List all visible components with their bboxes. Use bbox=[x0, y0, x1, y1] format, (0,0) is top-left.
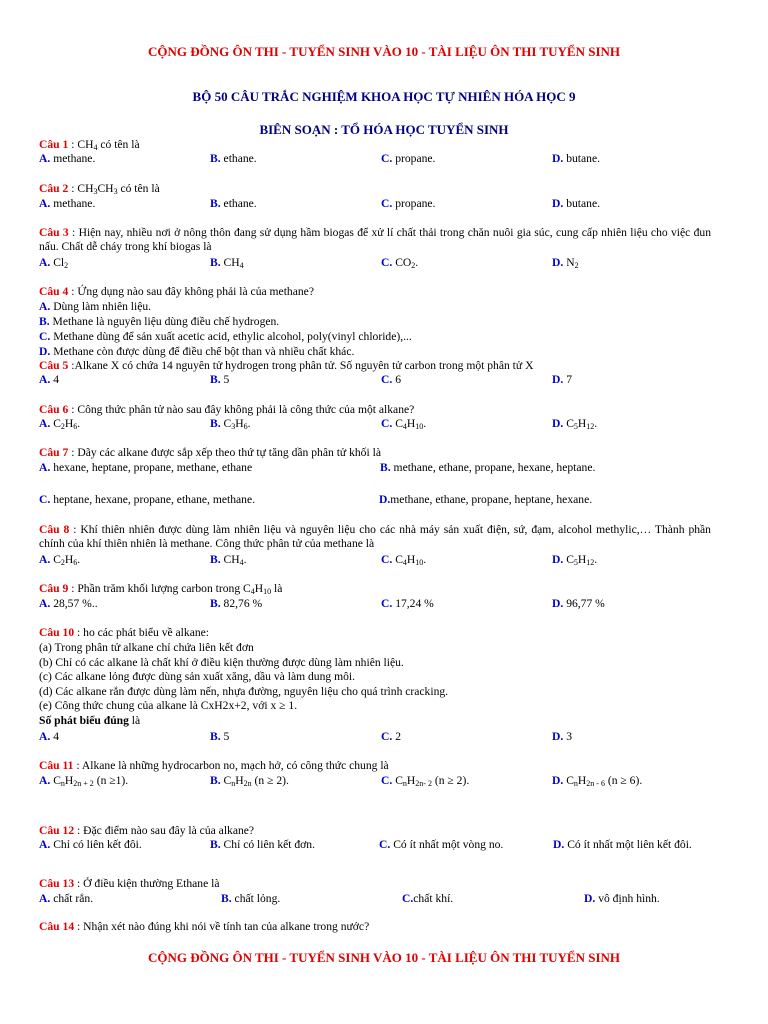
option-c: C. $C_4H_{10}$. bbox=[381, 417, 427, 431]
option-d: D. butane. bbox=[552, 152, 600, 165]
question-4 bbox=[39, 285, 314, 299]
option-d: D. $C_nH_{2n - 6}$ (n ≥ 6). bbox=[552, 774, 643, 788]
question-text: : Dãy các alkane được sắp xếp theo thứ tự tăng dần phân tử khối là bbox=[68, 446, 381, 459]
option-d: D. 96,77 % bbox=[552, 597, 605, 610]
option-b: B. ethane. bbox=[210, 152, 257, 165]
option-c: C. heptane, hexane, propane, ethane, methane. bbox=[39, 493, 256, 506]
question-text: : Ở điều kiện thường Ethane là bbox=[74, 877, 220, 890]
question-text: : Đặc điểm nào sau đây là của alkane? bbox=[74, 824, 255, 837]
question-text: : Khí thiên nhiên được dùng làm nhiên liệu và nguyên liệu cho các nhà máy sản xuất điện, sứ, đạm, alcohol methylic,… Thành phần chính của khí thiên nhiên là methane. Công thức phân tử của methane là bbox=[39, 523, 711, 550]
question-9 bbox=[39, 582, 282, 596]
question-text: : Phần trăm khối lượng carbon trong $C_4H_{10}$ là bbox=[68, 582, 283, 596]
option-a: A. $C_nH_{2n + 2}$ (n ≥1). bbox=[39, 774, 129, 788]
option-d: D. $N_2$ bbox=[552, 256, 579, 270]
page-header: CỘNG ĐỒNG ÔN THI - TUYỂN SINH VÀO 10 - TÀI LIỆU ÔN THI TUYỂN SINH bbox=[147, 44, 621, 59]
option-a: A. hexane, heptane, propane, methane, ethane bbox=[39, 461, 253, 474]
question-text: : $CH_3CH_3$ có tên là bbox=[68, 182, 160, 196]
question-text: : Alkane là những hydrocarbon no, mạch hở, có công thức chung là bbox=[73, 759, 389, 772]
option-a: A. Dùng làm nhiên liệu. bbox=[39, 300, 152, 313]
option-a: A. $C_2H_6$. bbox=[39, 553, 81, 567]
option-b: B. methane, ethane, propane, hexane, heptane. bbox=[380, 461, 596, 474]
question-text: : Nhận xét nào đúng khi nói về tính tan của alkane trong nước? bbox=[74, 920, 370, 933]
option-b: B. 82,76 % bbox=[210, 597, 263, 610]
option-d: D. vô định hình. bbox=[584, 892, 660, 905]
question-label: Câu 14 bbox=[39, 920, 75, 933]
question-12 bbox=[39, 824, 254, 838]
option-a: A. methane. bbox=[39, 152, 96, 165]
question-text: :Alkane X có chứa 14 nguyên tử hydrogen trong phân tử. Số nguyên tử carbon trong một phân tử X bbox=[68, 359, 534, 372]
question-label: Câu 9 bbox=[39, 582, 69, 595]
option-c: C. 6 bbox=[381, 373, 401, 386]
option-c: C. $CO_2$. bbox=[381, 256, 419, 270]
question-13 bbox=[39, 877, 220, 891]
option-b: B. Methane là nguyên liệu dùng điều chế hydrogen. bbox=[39, 315, 280, 328]
question-label: Câu 7 bbox=[39, 446, 69, 459]
question-label: Câu 6 bbox=[39, 403, 69, 416]
option-d: D. butane. bbox=[552, 197, 600, 210]
question-label: Câu 3 bbox=[39, 226, 69, 239]
question-label: Câu 11 bbox=[39, 759, 74, 772]
question-3 bbox=[39, 226, 711, 254]
option-d: D. $C_5H_{12}$. bbox=[552, 417, 598, 431]
option-b: B. 5 bbox=[210, 730, 230, 743]
option-a: A. chất rắn. bbox=[39, 892, 94, 905]
statement-count-prompt: Số phát biểu đúng là bbox=[39, 714, 141, 727]
option-d: D. $C_5H_{12}$. bbox=[552, 553, 598, 567]
option-b: B. ethane. bbox=[210, 197, 257, 210]
option-a: A. 4 bbox=[39, 730, 59, 743]
document-subtitle: BIÊN SOẠN : TỔ HÓA HỌC TUYỂN SINH bbox=[259, 122, 509, 137]
question-text: : $CH_4$ có tên là bbox=[68, 138, 140, 152]
statement-c: (c) Các alkane lỏng được dùng sản xuất xăng, dầu và làm dung môi. bbox=[39, 670, 356, 683]
option-b: B. 5 bbox=[210, 373, 230, 386]
statement-d: (d) Các alkane rắn được dùng làm nến, nhựa đường, nguyên liệu cho quá trình cracking. bbox=[39, 685, 449, 698]
question-label: Câu 12 bbox=[39, 824, 75, 837]
question-text: : Ứng dụng nào sau đây không phải là của methane? bbox=[68, 285, 314, 298]
option-d: D. Methane còn được dùng để điều chế bột than và nhiều chất khác. bbox=[39, 345, 355, 358]
option-b: B. $C_3H_6$. bbox=[210, 417, 251, 431]
option-c: C.chất khí. bbox=[402, 892, 454, 905]
option-b: B. chất lỏng. bbox=[221, 892, 281, 905]
question-text: : ho các phát biểu về alkane: bbox=[74, 626, 210, 639]
question-label: Câu 5 bbox=[39, 359, 69, 372]
option-c: C. propane. bbox=[381, 152, 436, 165]
question-1 bbox=[39, 138, 140, 152]
option-b: B. $C_nH_{2n}$ (n ≥ 2). bbox=[210, 774, 289, 788]
statement-e: (e) Công thức chung của alkane là CxH2x+2, với x ≥ 1. bbox=[39, 699, 298, 712]
option-a: A. Chỉ có liên kết đôi. bbox=[39, 838, 142, 851]
question-8 bbox=[39, 523, 711, 551]
page-footer: CỘNG ĐỒNG ÔN THI - TUYỂN SINH VÀO 10 - TÀI LIỆU ÔN THI TUYỂN SINH bbox=[147, 950, 621, 965]
document-title: BỘ 50 CÂU TRẮC NGHIỆM KHOA HỌC TỰ NHIÊN HÓA HỌC 9 bbox=[192, 89, 576, 104]
option-a: A. 4 bbox=[39, 373, 59, 386]
question-7 bbox=[39, 446, 381, 460]
option-b: B. $CH_4$ bbox=[210, 256, 244, 270]
question-label: Câu 4 bbox=[39, 285, 69, 298]
question-2 bbox=[39, 182, 160, 196]
option-d: D. Có ít nhất một liên kết đôi. bbox=[553, 838, 692, 851]
question-text: : Công thức phân tử nào sau đây không phải là công thức của một alkane? bbox=[68, 403, 415, 416]
option-c: C. $C_nH_{2n- 2}$ (n ≥ 2). bbox=[381, 774, 470, 788]
question-label: Câu 2 bbox=[39, 182, 69, 195]
statement-a: (a) Trong phân tử alkane chỉ chứa liên kết đơn bbox=[39, 641, 254, 654]
question-6 bbox=[39, 403, 414, 417]
option-d: D. 3 bbox=[552, 730, 572, 743]
question-label: Câu 8 bbox=[39, 523, 70, 536]
question-label: Câu 10 bbox=[39, 626, 75, 639]
option-a: A. 28,57 %.. bbox=[39, 597, 98, 610]
option-c: C. 2 bbox=[381, 730, 401, 743]
option-a: A. methane. bbox=[39, 197, 96, 210]
option-d: D.methane, ethane, propane, heptane, hexane. bbox=[379, 493, 593, 506]
question-10 bbox=[39, 626, 209, 640]
question-label: Câu 1 bbox=[39, 138, 69, 151]
question-11 bbox=[39, 759, 389, 773]
option-c: C. Methane dùng để sản xuất acetic acid, ethylic alcohol, poly(vinyl chloride),... bbox=[39, 330, 412, 343]
option-c: C. 17,24 % bbox=[381, 597, 434, 610]
option-a: A. $Cl_2$ bbox=[39, 256, 69, 270]
statement-b: (b) Chỉ có các alkane là chất khí ở điều kiện thường được dùng làm nhiên liệu. bbox=[39, 656, 404, 669]
option-c: C. Có ít nhất một vòng no. bbox=[379, 838, 504, 851]
question-text: : Hiện nay, nhiều nơi ở nông thôn đang sử dụng hầm biogas để xử lí chất thải trong chăn nuôi gia súc, cung cấp nhiên liệu cho việc đun nấu. Chất dễ cháy trong khí biogas là bbox=[39, 226, 711, 253]
question-14 bbox=[39, 920, 369, 934]
option-b: B. $CH_4$. bbox=[210, 553, 247, 567]
question-label: Câu 13 bbox=[39, 877, 75, 890]
option-b: B. Chỉ có liên kết đơn. bbox=[210, 838, 316, 851]
option-a: A. $C_2H_6$. bbox=[39, 417, 81, 431]
question-5 bbox=[39, 359, 533, 373]
option-d: D. 7 bbox=[552, 373, 572, 386]
option-c: C. propane. bbox=[381, 197, 436, 210]
option-c: C. $C_4H_{10}$. bbox=[381, 553, 427, 567]
